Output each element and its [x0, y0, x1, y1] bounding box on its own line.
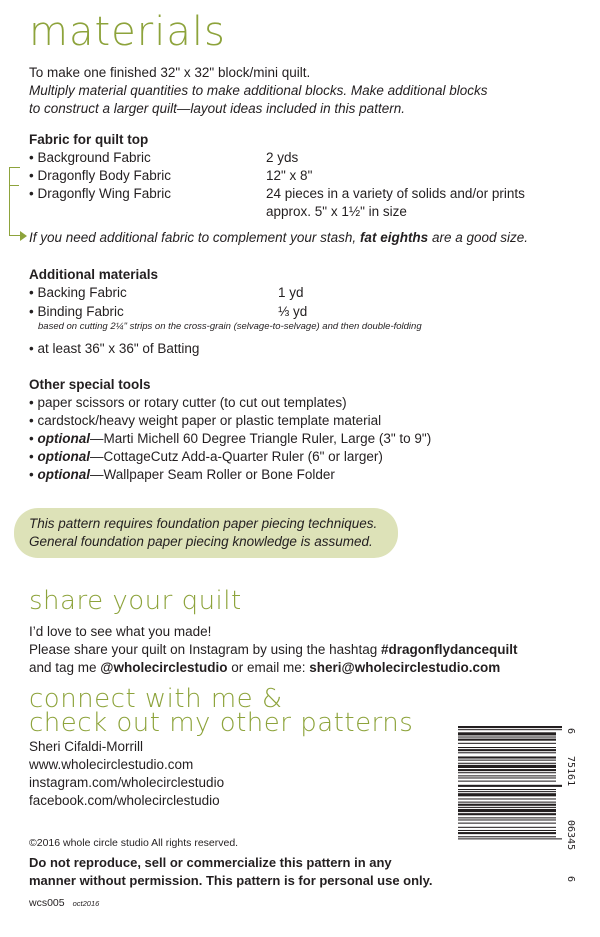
pattern-code: wcs005	[29, 897, 65, 909]
barcode-bar	[458, 819, 556, 820]
barcode-bar	[458, 830, 556, 831]
barcode-group2: 75161	[565, 756, 576, 787]
fabric-item-name: • Dragonfly Wing Fabric	[29, 186, 172, 201]
additional-item-name: • Binding Fabric	[29, 304, 124, 319]
website-link[interactable]: www.wholecirclestudio.com	[29, 757, 194, 772]
additional-item-qty: 1 yd	[278, 285, 304, 300]
share-line2	[29, 641, 518, 659]
share-line2-prefix: Please share your quilt on Instagram by using the hashtag	[29, 642, 381, 657]
bracket-line	[9, 167, 20, 236]
facebook-link[interactable]: facebook.com/wholecirclestudio	[29, 793, 220, 808]
tool-text: —Marti Michell 60 Degree Triangle Ruler, Large (3" to 9")	[89, 431, 432, 446]
instagram-handle[interactable]: @wholecirclestudio	[100, 660, 228, 675]
batting-item: • at least 36" x 36" of Batting	[29, 341, 200, 356]
barcode-bar	[458, 749, 556, 751]
barcode-bar	[458, 793, 556, 796]
barcode-bar	[458, 743, 556, 744]
share-line3-mid: or email me:	[227, 660, 310, 675]
tool-text: cardstock/heavy weight paper or plastic template material	[37, 413, 382, 428]
fabric-item-qty-detail: approx. 5" x 1½" in size	[266, 204, 407, 219]
callout-line2: General foundation paper piecing knowledge is assumed.	[29, 534, 373, 549]
bullet: •	[29, 395, 38, 410]
tool-item	[29, 430, 431, 448]
tool-item	[29, 394, 347, 412]
barcode-bar	[458, 802, 556, 803]
connect-heading-line1: connect with me &	[29, 684, 283, 714]
barcode-bar	[458, 772, 556, 773]
barcode-bar	[458, 775, 556, 776]
fabric-item-qty: 12" x 8"	[266, 168, 313, 183]
arrow-right-icon	[20, 231, 27, 241]
stash-note	[29, 229, 528, 247]
barcode-bar	[458, 777, 556, 778]
multiply-note-line2: to construct a larger quilt—layout ideas included in this pattern.	[29, 101, 405, 116]
tool-item	[29, 448, 383, 466]
barcode-bar	[458, 769, 556, 771]
connect-heading-line2: check out my other patterns	[29, 708, 414, 738]
email-link[interactable]: sheri@wholecirclestudio.com	[309, 660, 501, 675]
optional-label: optional	[37, 431, 90, 446]
barcode-group1: 06345	[565, 820, 576, 851]
bullet: •	[29, 431, 38, 446]
barcode-bar	[458, 798, 556, 799]
tool-text: —Wallpaper Seam Roller or Bone Folder	[89, 467, 335, 482]
additional-item-qty: ⅓ yd	[278, 304, 308, 319]
stash-note-prefix: If you need additional fabric to complement your stash,	[29, 230, 360, 245]
barcode-bar	[458, 836, 556, 837]
upc-barcode	[456, 718, 574, 886]
barcode-bar	[458, 752, 556, 753]
footer-codes	[29, 893, 99, 911]
bullet: •	[29, 413, 38, 428]
barcode-bar	[458, 817, 556, 818]
barcode-bar	[458, 732, 556, 735]
intro-text: To make one finished 32" x 32" block/mini quilt.	[29, 65, 311, 80]
multiply-note-line1: Multiply material quantities to make additional blocks. Make additional blocks	[29, 83, 488, 98]
barcode-bar	[458, 739, 556, 741]
barcode-bar	[458, 737, 556, 738]
barcode-bar	[458, 838, 562, 839]
bullet: •	[29, 449, 38, 464]
barcode-bar	[458, 726, 562, 728]
barcode-bar	[458, 756, 556, 758]
fabric-heading: Fabric for quilt top	[29, 132, 149, 147]
barcode-bar	[458, 729, 562, 730]
optional-label: optional	[37, 449, 90, 464]
tool-text: —CottageCutz Add-a-Quarter Ruler (6" or larger)	[89, 449, 383, 464]
barcode-bar	[458, 807, 556, 808]
bullet: •	[29, 467, 38, 482]
barcode-bar	[458, 760, 556, 761]
share-line1: I’d love to see what you made!	[29, 624, 212, 639]
stash-note-bold: fat eighths	[359, 230, 429, 245]
additional-heading: Additional materials	[29, 267, 159, 282]
copyright: ©2016 whole circle studio All rights reserved.	[29, 837, 239, 849]
bracket-tick	[9, 185, 19, 186]
tool-item	[29, 412, 381, 430]
barcode-bar	[458, 785, 562, 787]
barcode-bar	[458, 804, 556, 806]
fabric-item-qty: 2 yds	[266, 150, 299, 165]
barcode-leading-digit: 6	[565, 876, 576, 883]
barcode-bars	[458, 726, 562, 839]
share-line3	[29, 659, 500, 677]
instagram-link[interactable]: instagram.com/wholecirclestudio	[29, 775, 225, 790]
barcode-bar	[458, 809, 556, 812]
fabric-item-name: • Dragonfly Body Fabric	[29, 168, 172, 183]
share-heading: share your quilt	[29, 586, 242, 616]
binding-note: based on cutting 2¼" strips on the cross-grain (selvage-to-selvage) and then double-folding	[38, 321, 422, 332]
barcode-bar	[458, 747, 556, 748]
barcode-bar	[458, 781, 556, 782]
barcode-bar	[458, 789, 556, 790]
warning-line1: Do not reproduce, sell or commercialize this pattern in any	[29, 855, 392, 870]
barcode-bar	[458, 791, 556, 792]
fabric-item-qty: 24 pieces in a variety of solids and/or prints	[266, 186, 525, 201]
fabric-item-name: • Background Fabric	[29, 150, 151, 165]
stash-note-suffix: are a good size.	[428, 230, 529, 245]
optional-label: optional	[37, 467, 90, 482]
barcode-bar	[458, 827, 556, 828]
tool-text: paper scissors or rotary cutter (to cut out templates)	[37, 395, 347, 410]
warning-line2: manner without permission. This pattern is for personal use only.	[29, 873, 433, 888]
tool-item	[29, 466, 335, 484]
materials-heading: materials	[29, 9, 226, 55]
additional-item-name: • Backing Fabric	[29, 285, 127, 300]
barcode-bar	[458, 813, 556, 815]
hashtag: #dragonflydancequilt	[380, 642, 518, 657]
barcode-bar	[458, 832, 556, 834]
barcode-bar	[458, 823, 556, 824]
barcode-bar	[458, 763, 556, 764]
tools-heading: Other special tools	[29, 377, 151, 392]
barcode-check-digit: 6	[565, 728, 576, 735]
author-name: Sheri Cifaldi-Morrill	[29, 739, 144, 754]
pattern-date: oct2016	[72, 899, 100, 908]
share-line3-prefix: and tag me	[29, 660, 101, 675]
callout-line1: This pattern requires foundation paper piecing techniques.	[29, 516, 378, 531]
barcode-bar	[458, 765, 556, 768]
